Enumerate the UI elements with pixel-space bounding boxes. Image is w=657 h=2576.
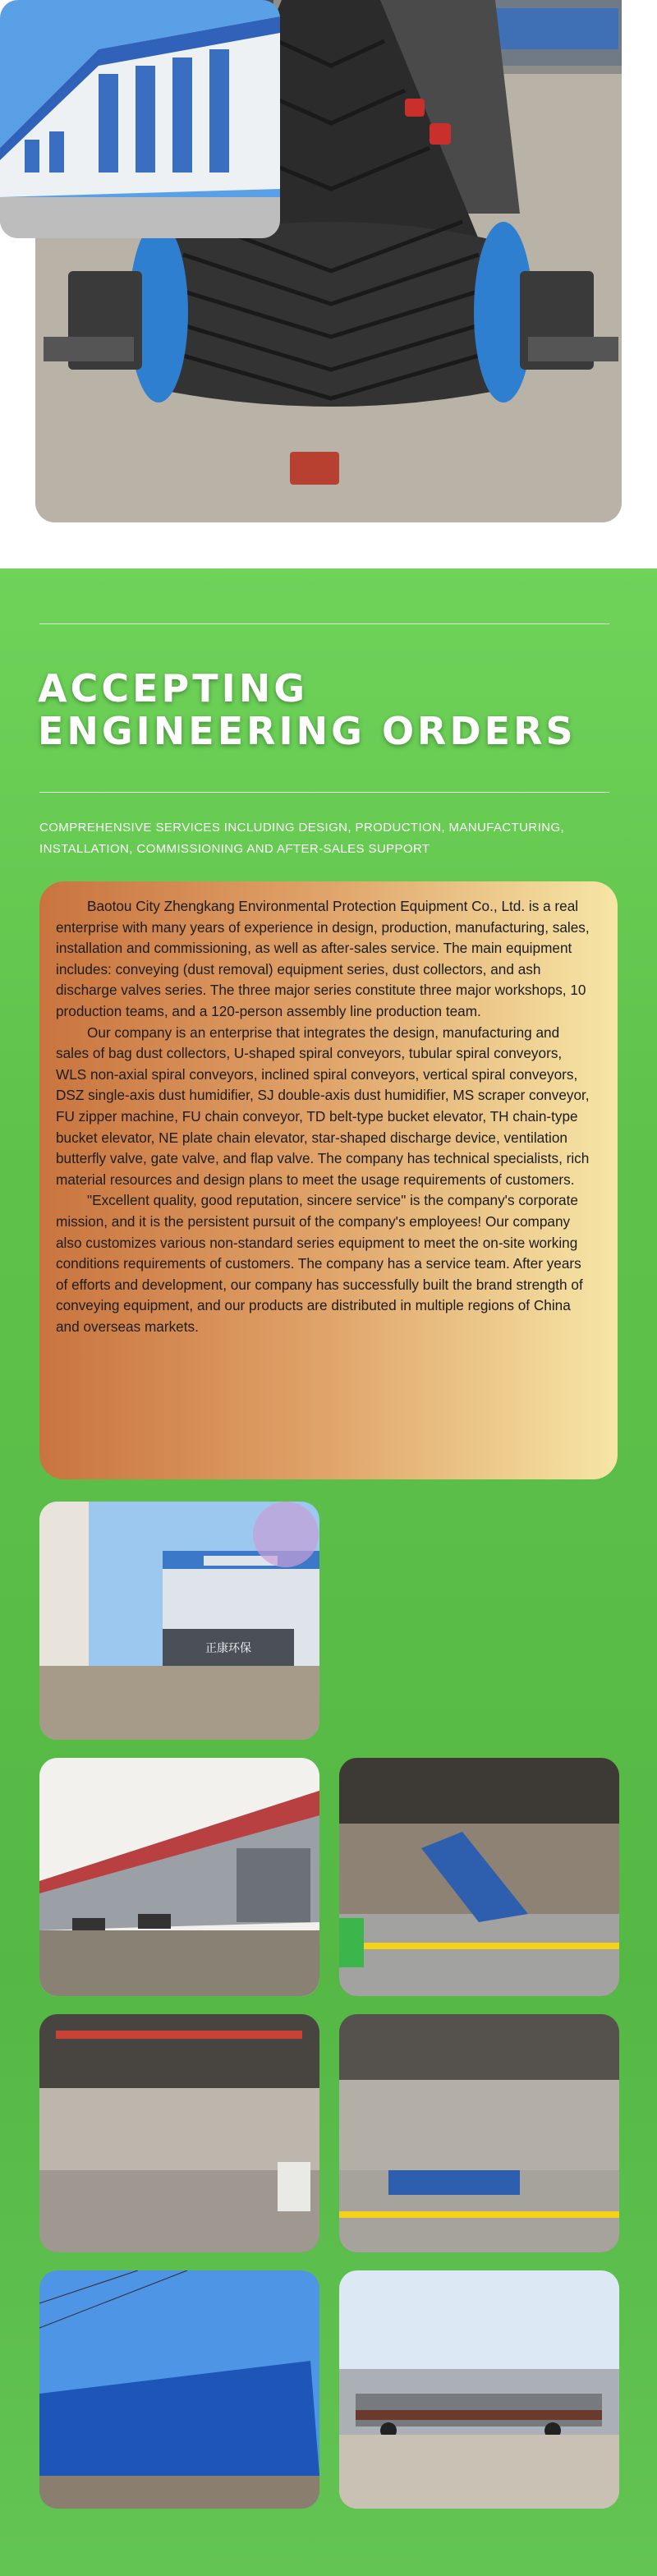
section-subtitle: COMPREHENSIVE SERVICES INCLUDING DESIGN, PRODUCTION, MANUFACTURING, INSTALLATION, COMMISSIONING AND AFTER-SALES SUPPORT [39,821,565,856]
factory-building-photo [0,0,280,238]
workshop-conveyor-photo [339,1758,619,1996]
assembly-line-photo [339,2014,619,2252]
intro-paragraph: Our company is an enterprise that integrates the design, manufacturing and sales of bag dust collectors, U-shaped spiral conveyors, tubular spiral conveyors, WLS non-axial spiral conveyors, inclined spiral conveyors, vertical spiral conveyors, DSZ single-axis dust humidifier, SJ double-axis dust humidifier, MS scraper conveyor, FU zipper machine, FU chain conveyor, TD belt-type bucket elevator, TH chain-type bucket elevator, NE plate chain elevator, star-shaped discharge device, ventilation butterfly valve, gate valve, and flap valve. The company has technical specialists, rich material resources and design plans to meet the usage requirements of customers. [56,1024,590,1188]
middle-divider [39,792,609,793]
title-line-1: ACCEPTING [38,666,309,711]
company-intro-card [39,881,618,1479]
top-divider [39,623,609,624]
workshop-interior-photo [39,2014,319,2252]
section-title [38,667,629,752]
truck-loading-photo [39,2270,319,2509]
title-line-2: ENGINEERING ORDERS [38,709,577,753]
intro-paragraph: Baotou City Zhengkang Environmental Protection Equipment Co., Ltd. is a real enterprise with many years of experience in design, production, manufacturing, sales, installation and commissioning, as well as after-sales service. The main equipment includes: conveying (dust removal) equipment series, dust collectors, and ash discharge valves series. The three major series constitute three major workshops, 10 production teams, and a 120-person assembly line production team. [56,898,590,1019]
factory-gate-photo [39,1502,319,1740]
intro-paragraph: "Excellent quality, good reputation, sincere service" is the company's corporate mission, and it is the persistent pursuit of the company's employees! Our company also customizes various non-standard series equipment to meet the on-site working conditions requirements of customers. The company has a service team. After years of efforts and development, our company has successfully built the brand strength of conveying equipment, and our products are distributed in multiple regions of China and overseas markets. [56,1192,583,1335]
delivery-truck-photo [339,2270,619,2509]
gate-sign-text: 正康环保 [205,1642,251,1655]
warehouse-exterior-photo [39,1758,319,1996]
